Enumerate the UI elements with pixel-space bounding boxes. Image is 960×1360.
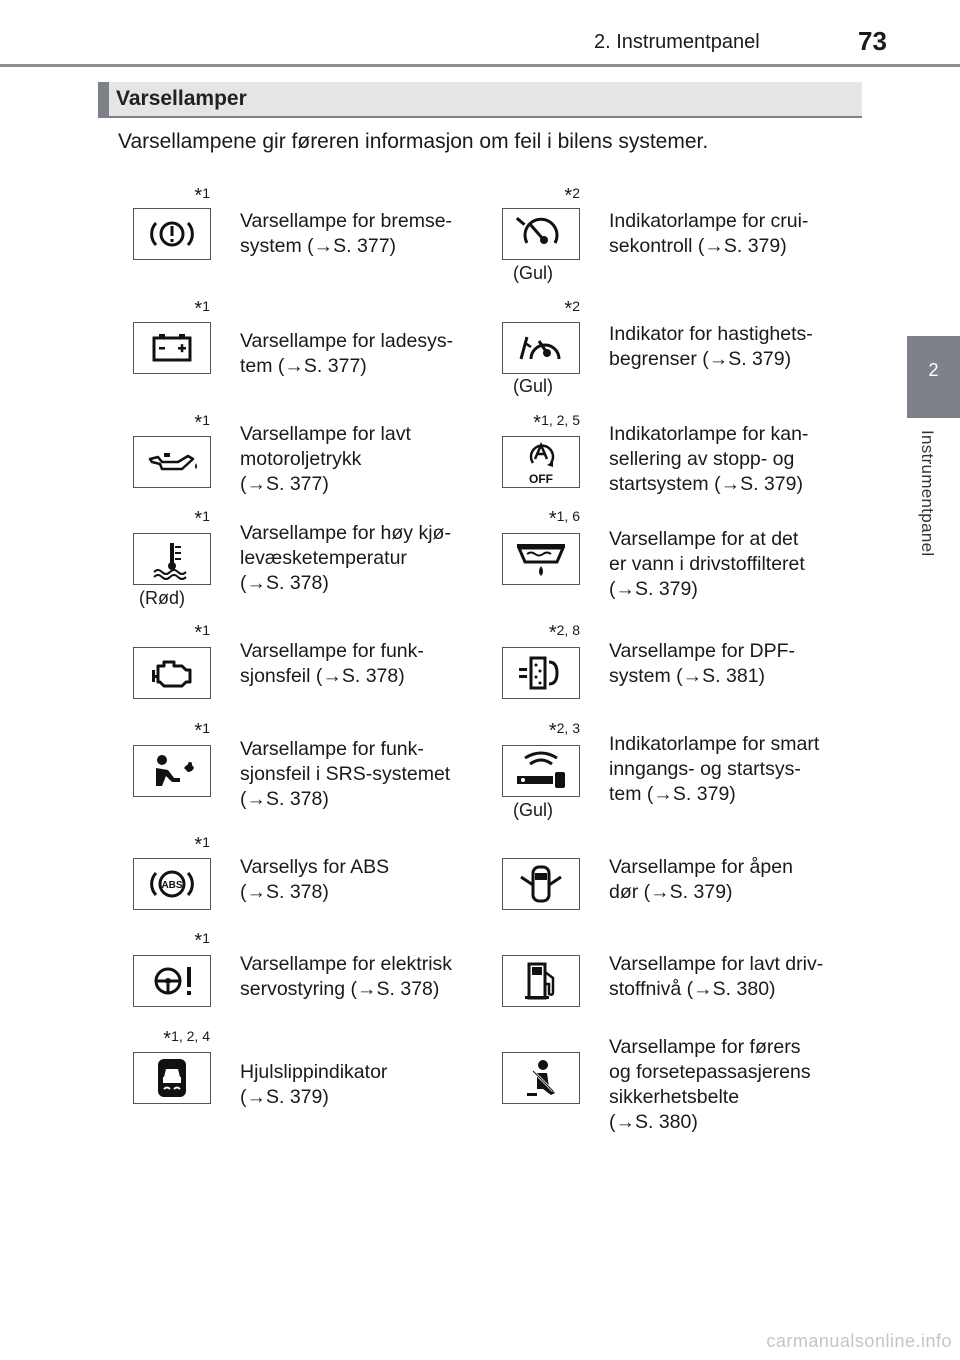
lamp-description: Indikatorlampe for smart inngangs- og startsys- tem (→S. 379) <box>609 733 820 805</box>
footnote-ref: *2, 8 <box>548 622 580 644</box>
lamp-description: Varsellampe for høy kjø- levæsketemperatur (→S. 378) <box>240 522 451 594</box>
footnote-ref: *1 <box>194 930 210 952</box>
footnote-ref: *2 <box>564 298 580 320</box>
footnote-ref: *1 <box>194 298 210 320</box>
footnote-ref: *2, 3 <box>548 720 580 742</box>
lamp-color-label: (Rød) <box>139 588 185 608</box>
section-heading-bar <box>98 82 862 118</box>
section-intro: Varsellampene gir føreren informasjon om feil i bilens systemer. <box>118 130 709 153</box>
lamp-description: Varsellampe for funk- sjonsfeil i SRS-systemet (→S. 378) <box>240 738 451 810</box>
lamp-description: Varsellampe for lavt driv- stoffnivå (→S. 380) <box>609 953 824 1000</box>
watermark: carmanualsonline.info <box>766 1331 952 1351</box>
coolant-temperature-icon <box>133 533 211 585</box>
stop-start-off-icon <box>502 436 580 488</box>
lamp-color-label: (Gul) <box>513 800 553 820</box>
lamp-description: Indikatorlampe for kan- sellering av stopp- og startsystem (→S. 379) <box>609 423 809 495</box>
lamp-description: Varsellampe for elektrisk servostyring (→S. 378) <box>240 953 453 1000</box>
power-steering-icon <box>133 955 211 1007</box>
footnote-ref: *2 <box>564 185 580 207</box>
lamp-description: Varsellampe for DPF- system (→S. 381) <box>609 640 796 687</box>
footnote-ref: *1, 2, 4 <box>163 1028 210 1050</box>
page-number: 73 <box>858 26 887 56</box>
low-fuel-icon <box>502 955 580 1007</box>
svg-text:ABS: ABS <box>161 880 183 891</box>
abs-icon <box>133 858 211 910</box>
lamp-description: Indikator for hastighets- begrenser (→S. 379) <box>609 323 813 370</box>
lamp-color-label: (Gul) <box>513 263 553 283</box>
svg-text:OFF: OFF <box>529 472 553 486</box>
chapter-tab-number: 2 <box>928 360 939 380</box>
footnote-ref: *1, 6 <box>548 508 580 530</box>
speed-limiter-icon <box>502 322 580 374</box>
footnote-ref: *1 <box>194 622 210 644</box>
running-header-section: 2. Instrumentpanel <box>594 31 760 53</box>
airbag-srs-icon <box>133 745 211 797</box>
section-title: Varsellamper <box>116 87 247 110</box>
lamp-description: Varsellampe for funk- sjonsfeil (→S. 378) <box>240 640 424 687</box>
lamp-color-label: (Gul) <box>513 376 553 396</box>
footnote-ref: *1 <box>194 412 210 434</box>
chapter-tab-label: Instrumentpanel <box>918 430 937 557</box>
battery-charge-icon <box>133 322 211 374</box>
lamp-description: Varsellampe for ladesys- tem (→S. 377) <box>240 330 454 377</box>
lamp-description: Varsellys for ABS (→S. 378) <box>240 856 390 903</box>
footnote-ref: *1 <box>194 508 210 530</box>
lamp-description: Varsellampe for åpen dør (→S. 379) <box>609 856 793 903</box>
lamp-description: Varsellampe for bremse- system (→S. 377) <box>240 210 453 257</box>
check-engine-icon <box>133 647 211 699</box>
cruise-control-icon <box>502 208 580 260</box>
oil-pressure-icon <box>133 436 211 488</box>
brake-warning-icon <box>133 208 211 260</box>
open-door-icon <box>502 858 580 910</box>
dpf-icon <box>502 647 580 699</box>
footnote-ref: *1 <box>194 834 210 856</box>
header-rule <box>0 64 960 67</box>
footnote-ref: *1 <box>194 185 210 207</box>
smart-key-icon <box>502 745 580 797</box>
lamp-description: Indikatorlampe for crui- sekontroll (→S. 379) <box>609 210 809 257</box>
lamp-description: Varsellampe for at det er vann i drivstoffilteret (→S. 379) <box>609 528 805 600</box>
lamp-description: Varsellampe for førers og forsetepassasjerens sikkerhetsbelte (→S. 380) <box>609 1036 811 1133</box>
chapter-tab <box>907 336 960 418</box>
fuel-filter-water-icon <box>502 533 580 585</box>
lamp-description: Varsellampe for lavt motoroljetrykk (→S. 377) <box>240 423 411 495</box>
seatbelt-icon <box>502 1052 580 1104</box>
footnote-ref: *1 <box>194 720 210 742</box>
slip-indicator-icon <box>133 1052 211 1104</box>
lamp-description: Hjulslippindikator (→S. 379) <box>240 1061 388 1108</box>
footnote-ref: *1, 2, 5 <box>533 412 580 434</box>
